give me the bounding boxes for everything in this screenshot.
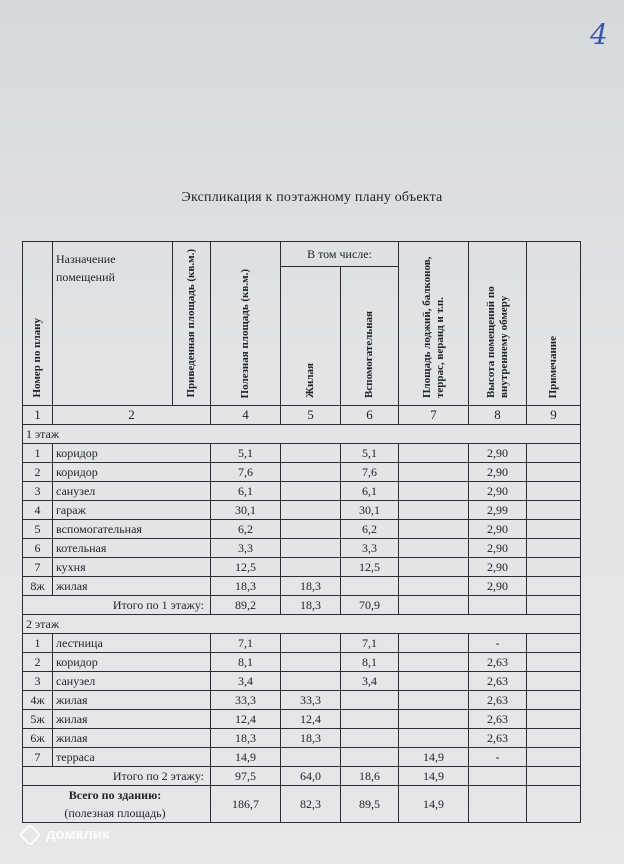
table-row <box>23 672 581 691</box>
cell-loggia: 14,9 <box>399 748 469 767</box>
cell-loggia: 14,9 <box>399 786 469 823</box>
cell-aux: 89,5 <box>341 786 399 823</box>
cell-note <box>527 767 581 786</box>
cell-note <box>527 520 581 539</box>
cell-number: 8ж <box>23 577 53 596</box>
table-row <box>23 748 581 767</box>
cell-note <box>527 596 581 615</box>
header-note: Примечание <box>527 242 581 406</box>
floor-label: 2 этаж <box>23 615 581 634</box>
total-label: Итого по 2 этажу: <box>23 767 211 786</box>
cell-aux: 30,1 <box>341 501 399 520</box>
floor-label: 1 этаж <box>23 425 581 444</box>
col-num: 5 <box>281 406 341 425</box>
cell-area: 3,4 <box>211 672 281 691</box>
cell-number: 6ж <box>23 729 53 748</box>
cell-area: 7,1 <box>211 634 281 653</box>
cell-living <box>281 539 341 558</box>
cell-area: 30,1 <box>211 501 281 520</box>
cell-height: - <box>469 748 527 767</box>
cell-room-name: санузел <box>53 482 211 501</box>
cell-living <box>281 672 341 691</box>
cell-room-name: жилая <box>53 729 211 748</box>
header-room-height: Высота помещений по внутреннему обмеру <box>469 242 527 406</box>
cell-note <box>527 577 581 596</box>
cell-number: 4 <box>23 501 53 520</box>
cell-area: 7,6 <box>211 463 281 482</box>
table-row <box>23 634 581 653</box>
cell-note <box>527 672 581 691</box>
cell-number: 1 <box>23 444 53 463</box>
cell-height: 2,90 <box>469 463 527 482</box>
cell-living <box>281 463 341 482</box>
cell-loggia <box>399 634 469 653</box>
header-including: В том числе: <box>281 242 399 267</box>
cell-note <box>527 634 581 653</box>
cell-aux <box>341 577 399 596</box>
table-row <box>23 501 581 520</box>
cell-area: 5,1 <box>211 444 281 463</box>
cell-room-name: вспомогательная <box>53 520 211 539</box>
table-row <box>23 729 581 748</box>
cell-loggia <box>399 729 469 748</box>
cell-height: 2,99 <box>469 501 527 520</box>
cell-aux <box>341 710 399 729</box>
cell-number: 1 <box>23 634 53 653</box>
table-row <box>23 710 581 729</box>
cell-note <box>527 729 581 748</box>
cell-aux: 5,1 <box>341 444 399 463</box>
cell-area: 12,4 <box>211 710 281 729</box>
table-row <box>23 444 581 463</box>
cell-height: 2,90 <box>469 577 527 596</box>
cell-height <box>469 596 527 615</box>
handwritten-page-number: 4 <box>590 18 608 51</box>
cell-living: 33,3 <box>281 691 341 710</box>
cell-living: 18,3 <box>281 577 341 596</box>
header-auxiliary: Вспомогательная <box>341 267 399 406</box>
cell-area: 33,3 <box>211 691 281 710</box>
cell-area: 3,3 <box>211 539 281 558</box>
cell-area: 89,2 <box>211 596 281 615</box>
col-num: 2 <box>53 406 211 425</box>
header-plan-number: Номер по плану <box>23 242 53 406</box>
cell-area: 14,9 <box>211 748 281 767</box>
cell-living <box>281 748 341 767</box>
cell-loggia <box>399 482 469 501</box>
cell-loggia <box>399 710 469 729</box>
cell-loggia <box>399 539 469 558</box>
cell-number: 7 <box>23 558 53 577</box>
grand-total-label: Всего по зданию: (полезная площадь) <box>23 786 211 823</box>
cell-number: 3 <box>23 482 53 501</box>
cell-room-name: жилая <box>53 691 211 710</box>
cell-note <box>527 710 581 729</box>
cell-aux: 3,4 <box>341 672 399 691</box>
cell-aux <box>341 748 399 767</box>
cell-aux: 8,1 <box>341 653 399 672</box>
cell-room-name: жилая <box>53 577 211 596</box>
floor-total-row <box>23 767 581 786</box>
cell-height: 2,90 <box>469 482 527 501</box>
cell-living <box>281 444 341 463</box>
cell-number: 5 <box>23 520 53 539</box>
cell-loggia <box>399 463 469 482</box>
cell-aux: 6,1 <box>341 482 399 501</box>
cell-height: 2,63 <box>469 672 527 691</box>
cell-note <box>527 539 581 558</box>
domclick-logo-icon <box>19 823 42 846</box>
header-loggia-area: Площадь лоджий, балконов, террас, веранд и т.п. <box>399 242 469 406</box>
cell-living: 18,3 <box>281 596 341 615</box>
column-number-row <box>23 406 581 425</box>
cell-height: 2,90 <box>469 520 527 539</box>
cell-room-name: коридор <box>53 653 211 672</box>
cell-living <box>281 634 341 653</box>
cell-number: 7 <box>23 748 53 767</box>
cell-loggia <box>399 444 469 463</box>
cell-note <box>527 558 581 577</box>
cell-loggia: 14,9 <box>399 767 469 786</box>
cell-height: 2,90 <box>469 539 527 558</box>
cell-number: 5ж <box>23 710 53 729</box>
document-title: Экспликация к поэтажному плану объекта <box>181 190 443 205</box>
cell-room-name: жилая <box>53 710 211 729</box>
cell-living <box>281 653 341 672</box>
table-row <box>23 577 581 596</box>
cell-number: 3 <box>23 672 53 691</box>
cell-room-name: санузел <box>53 672 211 691</box>
cell-room-name: коридор <box>53 444 211 463</box>
cell-area: 8,1 <box>211 653 281 672</box>
cell-area: 186,7 <box>211 786 281 823</box>
cell-area: 18,3 <box>211 577 281 596</box>
col-num: 4 <box>211 406 281 425</box>
cell-loggia <box>399 653 469 672</box>
cell-height: - <box>469 634 527 653</box>
cell-room-name: лестница <box>53 634 211 653</box>
floor-total-row <box>23 596 581 615</box>
cell-aux <box>341 729 399 748</box>
table-row <box>23 482 581 501</box>
cell-height: 2,63 <box>469 691 527 710</box>
header-living: Жилая <box>281 267 341 406</box>
cell-height <box>469 767 527 786</box>
cell-height: 2,63 <box>469 710 527 729</box>
cell-note <box>527 501 581 520</box>
cell-height <box>469 786 527 823</box>
cell-note <box>527 786 581 823</box>
domclick-watermark: домклик <box>22 826 110 843</box>
cell-room-name: терраса <box>53 748 211 767</box>
cell-living <box>281 482 341 501</box>
cell-note <box>527 482 581 501</box>
table-row <box>23 691 581 710</box>
cell-living: 12,4 <box>281 710 341 729</box>
cell-room-name: коридор <box>53 463 211 482</box>
cell-number: 2 <box>23 653 53 672</box>
cell-note <box>527 463 581 482</box>
col-num: 9 <box>527 406 581 425</box>
floor-header-row <box>23 615 581 634</box>
col-num: 8 <box>469 406 527 425</box>
cell-living <box>281 501 341 520</box>
cell-area: 18,3 <box>211 729 281 748</box>
cell-note <box>527 691 581 710</box>
cell-loggia <box>399 672 469 691</box>
cell-aux: 7,1 <box>341 634 399 653</box>
header-useful-area: Полезная площадь (кв.м.) <box>211 242 281 406</box>
cell-living: 64,0 <box>281 767 341 786</box>
cell-note <box>527 653 581 672</box>
col-num: 6 <box>341 406 399 425</box>
cell-note <box>527 748 581 767</box>
cell-number: 2 <box>23 463 53 482</box>
cell-aux: 18,6 <box>341 767 399 786</box>
cell-living: 82,3 <box>281 786 341 823</box>
cell-room-name: котельная <box>53 539 211 558</box>
cell-aux: 12,5 <box>341 558 399 577</box>
col-num: 1 <box>23 406 53 425</box>
cell-height: 2,90 <box>469 558 527 577</box>
cell-number: 6 <box>23 539 53 558</box>
cell-loggia <box>399 520 469 539</box>
floor-header-row <box>23 425 581 444</box>
cell-aux <box>341 691 399 710</box>
col-num: 7 <box>399 406 469 425</box>
header-room-purpose: Назначение помещений <box>53 242 173 406</box>
cell-area: 6,1 <box>211 482 281 501</box>
cell-aux: 6,2 <box>341 520 399 539</box>
cell-area: 12,5 <box>211 558 281 577</box>
cell-loggia <box>399 596 469 615</box>
cell-room-name: гараж <box>53 501 211 520</box>
total-label: Итого по 1 этажу: <box>23 596 211 615</box>
cell-area: 97,5 <box>211 767 281 786</box>
cell-height: 2,63 <box>469 653 527 672</box>
cell-area: 6,2 <box>211 520 281 539</box>
table-row <box>23 463 581 482</box>
cell-loggia <box>399 501 469 520</box>
table-row <box>23 520 581 539</box>
cell-loggia <box>399 558 469 577</box>
cell-living <box>281 520 341 539</box>
cell-loggia <box>399 577 469 596</box>
grand-total-row <box>23 786 581 823</box>
cell-living: 18,3 <box>281 729 341 748</box>
table-row <box>23 539 581 558</box>
cell-room-name: кухня <box>53 558 211 577</box>
cell-aux: 70,9 <box>341 596 399 615</box>
cell-height: 2,90 <box>469 444 527 463</box>
cell-note <box>527 444 581 463</box>
table-row <box>23 558 581 577</box>
cell-height: 2,63 <box>469 729 527 748</box>
cell-aux: 3,3 <box>341 539 399 558</box>
cell-living <box>281 558 341 577</box>
explication-table <box>22 241 581 823</box>
cell-loggia <box>399 691 469 710</box>
cell-number: 4ж <box>23 691 53 710</box>
cell-aux: 7,6 <box>341 463 399 482</box>
table-row <box>23 653 581 672</box>
header-reduced-area: Приведенная площадь (кв.м.) <box>173 242 211 406</box>
